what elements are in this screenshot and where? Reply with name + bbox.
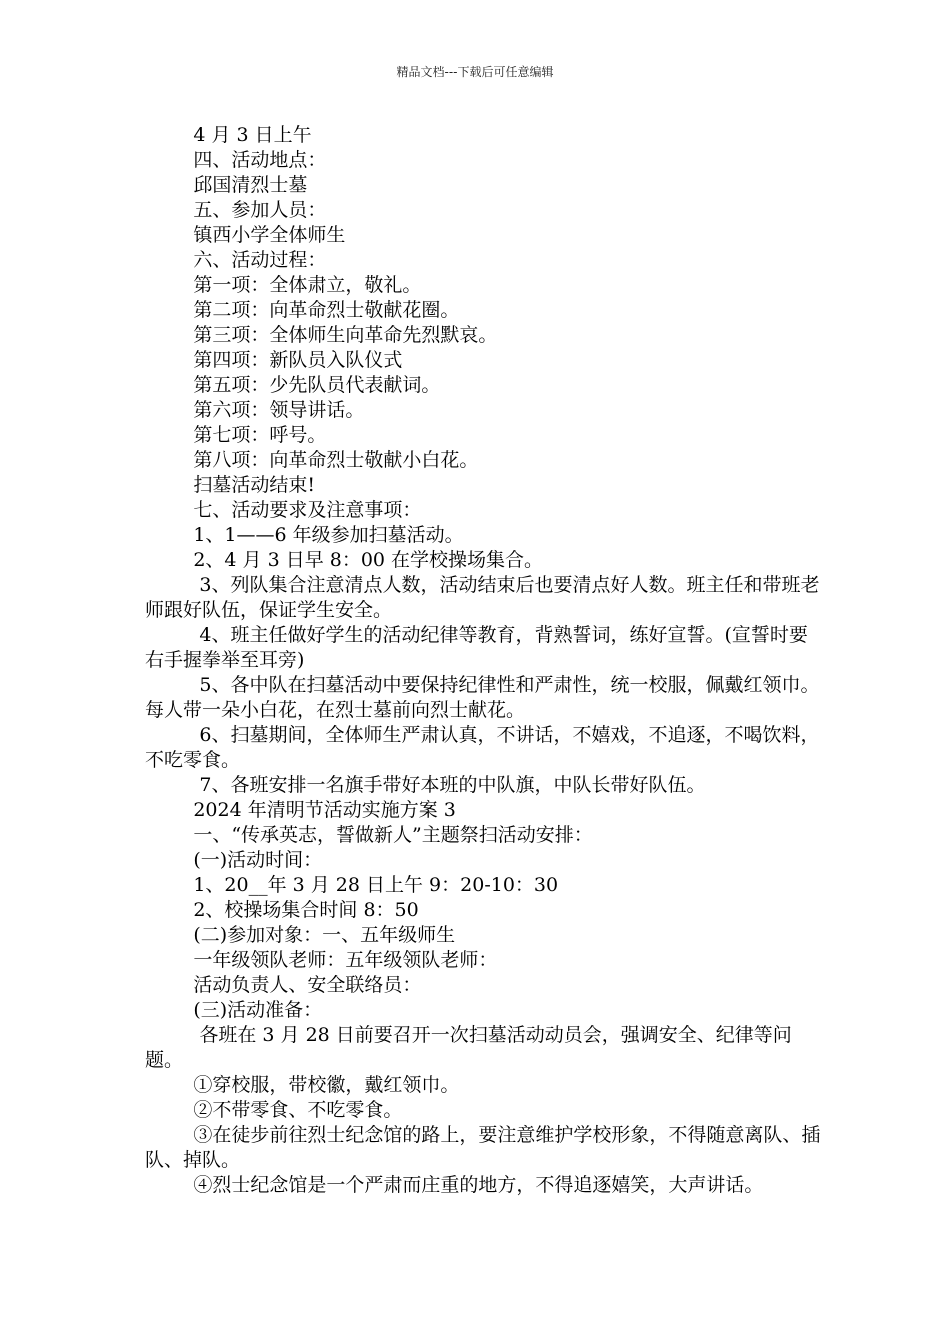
text-line: (二)参加对象：一、五年级师生 (145, 924, 456, 946)
text-line: 6、扫墓期间，全体师生严肃认真，不讲话，不嬉戏，不追逐，不喝饮料，不吃零食。 (145, 724, 820, 771)
text-line: 一、“传承英志，誓做新人”主题祭扫活动安排： (145, 824, 593, 846)
text-line: ③在徒步前往烈士纪念馆的路上，要注意维护学校形象，不得随意离队、插队、掉队。 (145, 1124, 821, 1171)
page-header: 精品文档---下载后可任意编辑 (396, 65, 554, 79)
text-line: 1、1——6 年级参加扫墓活动。 (145, 524, 464, 546)
text-line: 2、4 月 3 日早 8：00 在学校操场集合。 (145, 549, 544, 571)
text-line: 第七项：呼号。 (145, 424, 327, 446)
text-line: 第八项：向革命烈士敬献小白花。 (145, 449, 479, 471)
text-line: 3、列队集合注意清点人数，活动结束后也要清点好人数。班主任和带班老师跟好队伍，保证学生安全。 (145, 574, 820, 621)
text-line: ②不带零食、不吃零食。 (145, 1099, 403, 1121)
text-line: 四、活动地点： (145, 149, 327, 171)
text-line: 4 月 3 日上午 (145, 124, 312, 146)
text-line: 2024 年清明节活动实施方案 3 (145, 799, 456, 821)
text-line: 7、各班安排一名旗手带好本班的中队旗，中队长带好队伍。 (145, 774, 706, 796)
text-line: 六、活动过程： (145, 249, 327, 271)
text-line: 第一项：全体肃立，敬礼。 (145, 274, 422, 296)
text-line: 1、20__年 3 月 28 日上午 9：20-10：30 (145, 874, 559, 896)
text-line: 七、活动要求及注意事项： (145, 499, 422, 521)
text-line: 第三项：全体师生向革命先烈默哀。 (145, 324, 498, 346)
text-line: ①穿校服，带校徽，戴红领巾。 (145, 1074, 460, 1096)
text-line: 第二项：向革命烈士敬献花圈。 (145, 299, 460, 321)
text-line: 5、各中队在扫墓活动中要保持纪律性和严肃性，统一校服，佩戴红领巾。每人带一朵小白花，在烈士墓前向烈士献花。 (145, 674, 820, 721)
text-line: (三)活动准备： (145, 999, 323, 1021)
text-line: 第六项：领导讲话。 (145, 399, 365, 421)
text-line: 2、校操场集合时间 8：50 (145, 899, 419, 921)
text-line: 第五项：少先队员代表献词。 (145, 374, 441, 396)
document-body (145, 123, 825, 1198)
text-line: (一)活动时间： (145, 849, 323, 871)
text-line: 邱国清烈士墓 (145, 174, 308, 196)
text-line: 4、班主任做好学生的活动纪律等教育，背熟誓词，练好宣誓。(宣誓时要右手握拳举至耳旁) (145, 624, 808, 671)
text-line: 五、参加人员： (145, 199, 327, 221)
text-line: 镇西小学全体师生 (145, 224, 346, 246)
text-line: 各班在 3 月 28 日前要召开一次扫墓活动动员会，强调安全、纪律等问题。 (145, 1024, 792, 1071)
text-line: ④烈士纪念馆是一个严肃而庄重的地方，不得追逐嬉笑，大声讲话。 (145, 1174, 764, 1196)
text-line: 第四项：新队员入队仪式 (145, 349, 403, 371)
text-line: 活动负责人、安全联络员： (145, 974, 422, 996)
text-line: 一年级领队老师：五年级领队老师： (145, 949, 498, 971)
text-line: 扫墓活动结束! (145, 474, 315, 496)
